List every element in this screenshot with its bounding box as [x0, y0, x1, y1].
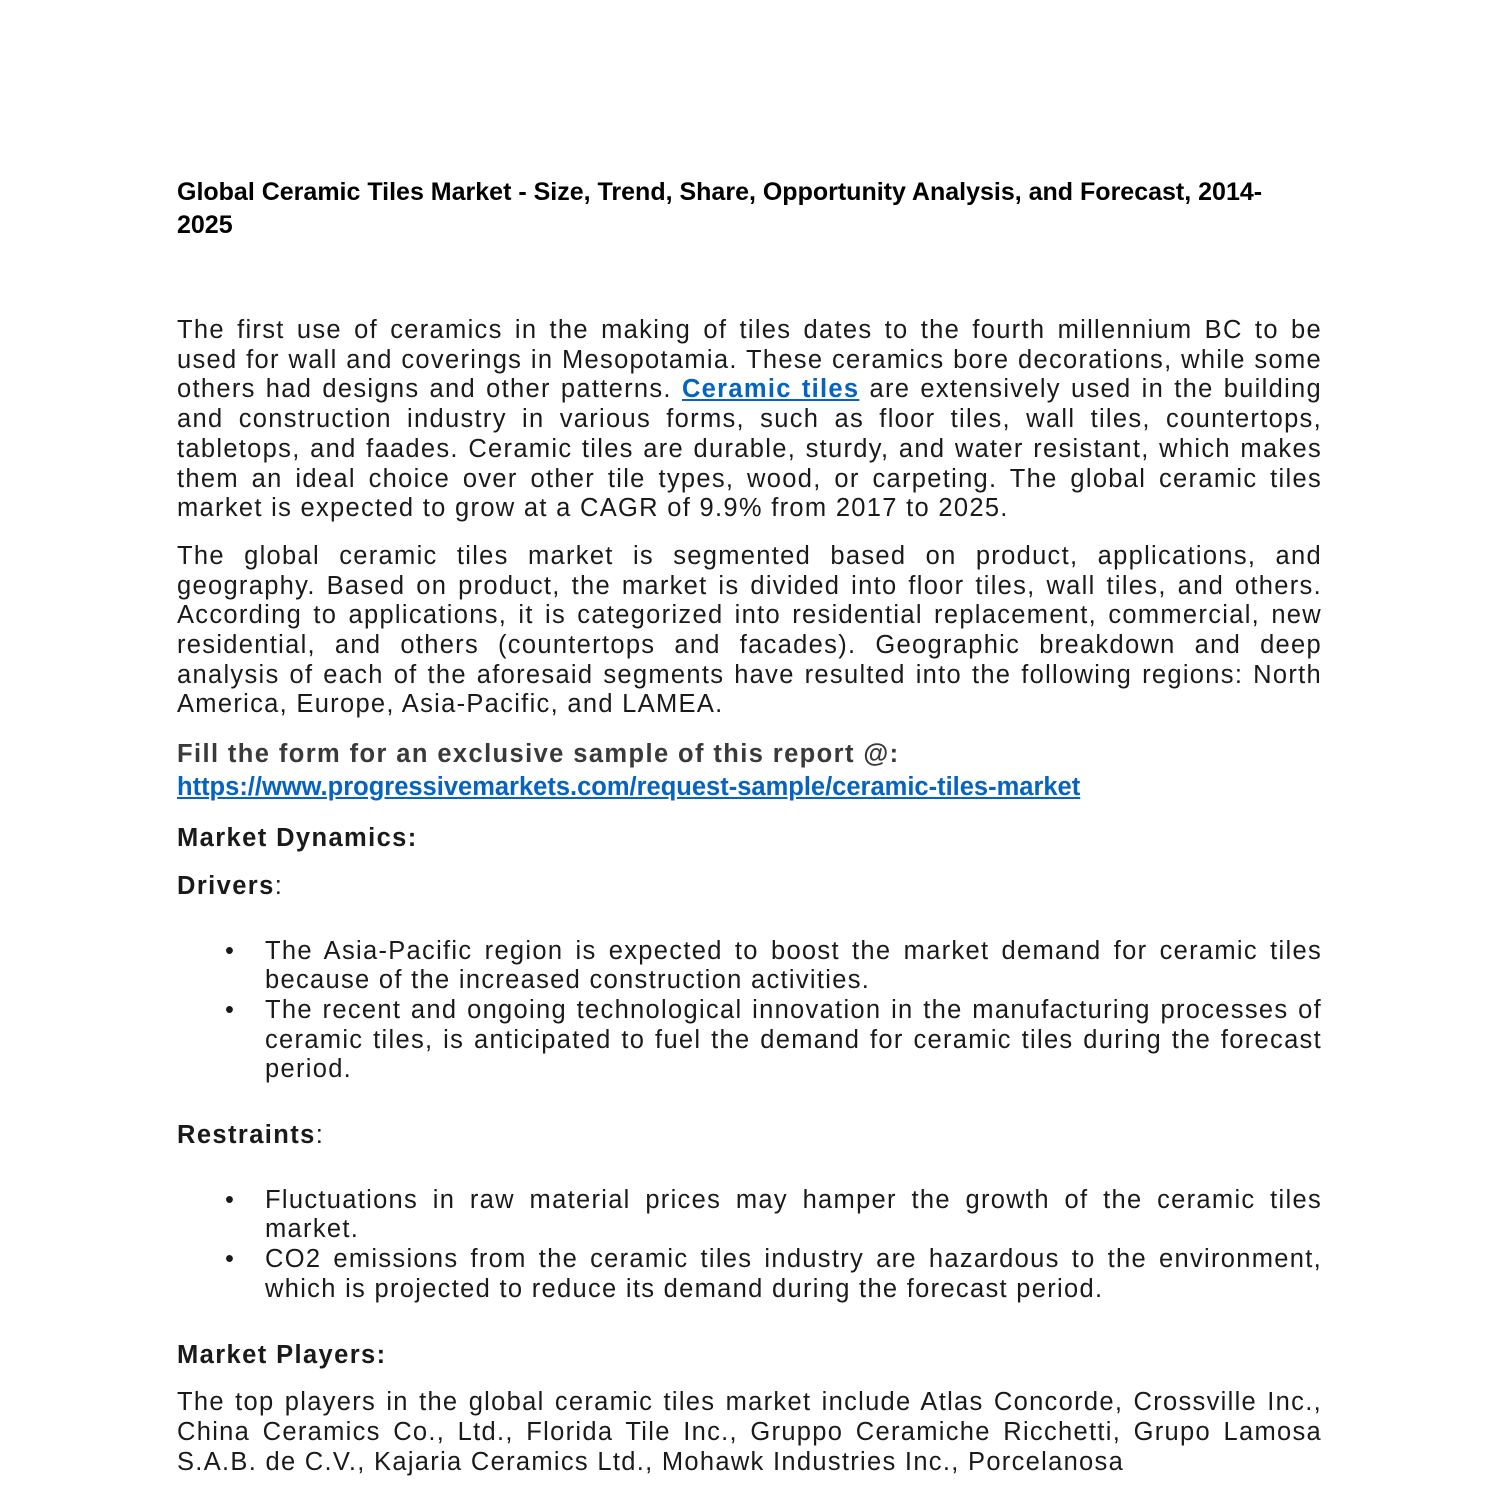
bullet-icon: • [225, 1245, 236, 1274]
market-dynamics-heading: Market Dynamics: [177, 824, 418, 853]
bullet-icon: • [225, 1185, 236, 1214]
ceramic-tiles-link[interactable]: Ceramic tiles [681, 375, 860, 404]
restraints-heading [177, 1121, 1322, 1151]
driver-text: The Asia-Pacific region is expected to boost the market demand for ceramic tiles because of the increased construction activities. [265, 936, 1322, 995]
drivers-heading-label: Drivers [177, 871, 275, 900]
drivers-list [177, 937, 1322, 1086]
drivers-heading-colon: : [274, 871, 284, 900]
segmentation-paragraph: The global ceramic tiles market is segmented based on product, applications, and geography. Based on product, the market is divided into floor tiles, wall tiles, and others. According to applications, it is categorized into residential replacement, commercial, new residential, and others (countertops and facades). Geographic breakdown and deep analysis of each of the aforesaid segments have resulted into the following regions: North America, Europe, Asia-Pacific, and LAMEA. [177, 541, 1322, 719]
intro-text-before-link: The first use of ceramics in the making of tiles dates to the fourth millennium BC to be used for wall and coverings in Mesopotamia. These ceramics bore decorations, while some others had designs and other patterns. [177, 316, 1322, 404]
list-item [225, 995, 1322, 1085]
sample-request-link[interactable]: https://www.progressivemarkets.com/request-sample/ceramic-tiles-market [177, 773, 1081, 802]
market-players-paragraph: The top players in the global ceramic tiles market include Atlas Concorde, Crossville Inc., China Ceramics Co., Ltd., Florida Tile Inc., Gruppo Ceramiche Ricchetti, Grupo Lamosa S.A.B. de C.V., Kajaria Ceramics Ltd., Mohawk Industries Inc., Porcelanosa [177, 1388, 1322, 1476]
bullet-icon: • [225, 936, 236, 965]
document-title: Global Ceramic Tiles Market - Size, Trend, Share, Opportunity Analysis, and Forecast, 2014-2025 [177, 178, 1263, 239]
restraint-text: Fluctuations in raw material prices may hamper the growth of the ceramic tiles market. [265, 1185, 1322, 1244]
list-item [225, 1185, 1322, 1245]
intro-paragraph [177, 316, 1322, 524]
restraints-heading-label: Restraints [177, 1121, 316, 1150]
market-players-heading: Market Players: [177, 1340, 387, 1369]
driver-text: The recent and ongoing technological innovation in the manufacturing processes of ceramic tiles, is anticipated to fuel the demand for ceramic tiles during the forecast period. [265, 995, 1322, 1084]
sample-request-label: Fill the form for an exclusive sample of this report @: [177, 740, 900, 769]
drivers-heading [177, 872, 1322, 902]
restraints-list [177, 1186, 1322, 1305]
bullet-icon: • [225, 995, 236, 1024]
restraint-text: CO2 emissions from the ceramic tiles industry are hazardous to the environment, which is projected to reduce its demand during the forecast period. [265, 1245, 1322, 1303]
restraints-heading-colon: : [315, 1121, 325, 1150]
list-item [225, 936, 1322, 996]
list-item [225, 1245, 1322, 1304]
sample-request-block [177, 738, 1322, 804]
intro-text-after-link: are extensively used in the building and construction industry in various forms, such as floor tiles, wall tiles, countertops, tabletops, and faades. Ceramic tiles are durable, sturdy, and water resistant, which makes them an ideal choice over other tile types, wood, or carpeting. The global ceramic tiles market is expected to grow at a CAGR of 9.9% from 2017 to 2025. [177, 375, 1323, 523]
document-body [177, 316, 1322, 1477]
